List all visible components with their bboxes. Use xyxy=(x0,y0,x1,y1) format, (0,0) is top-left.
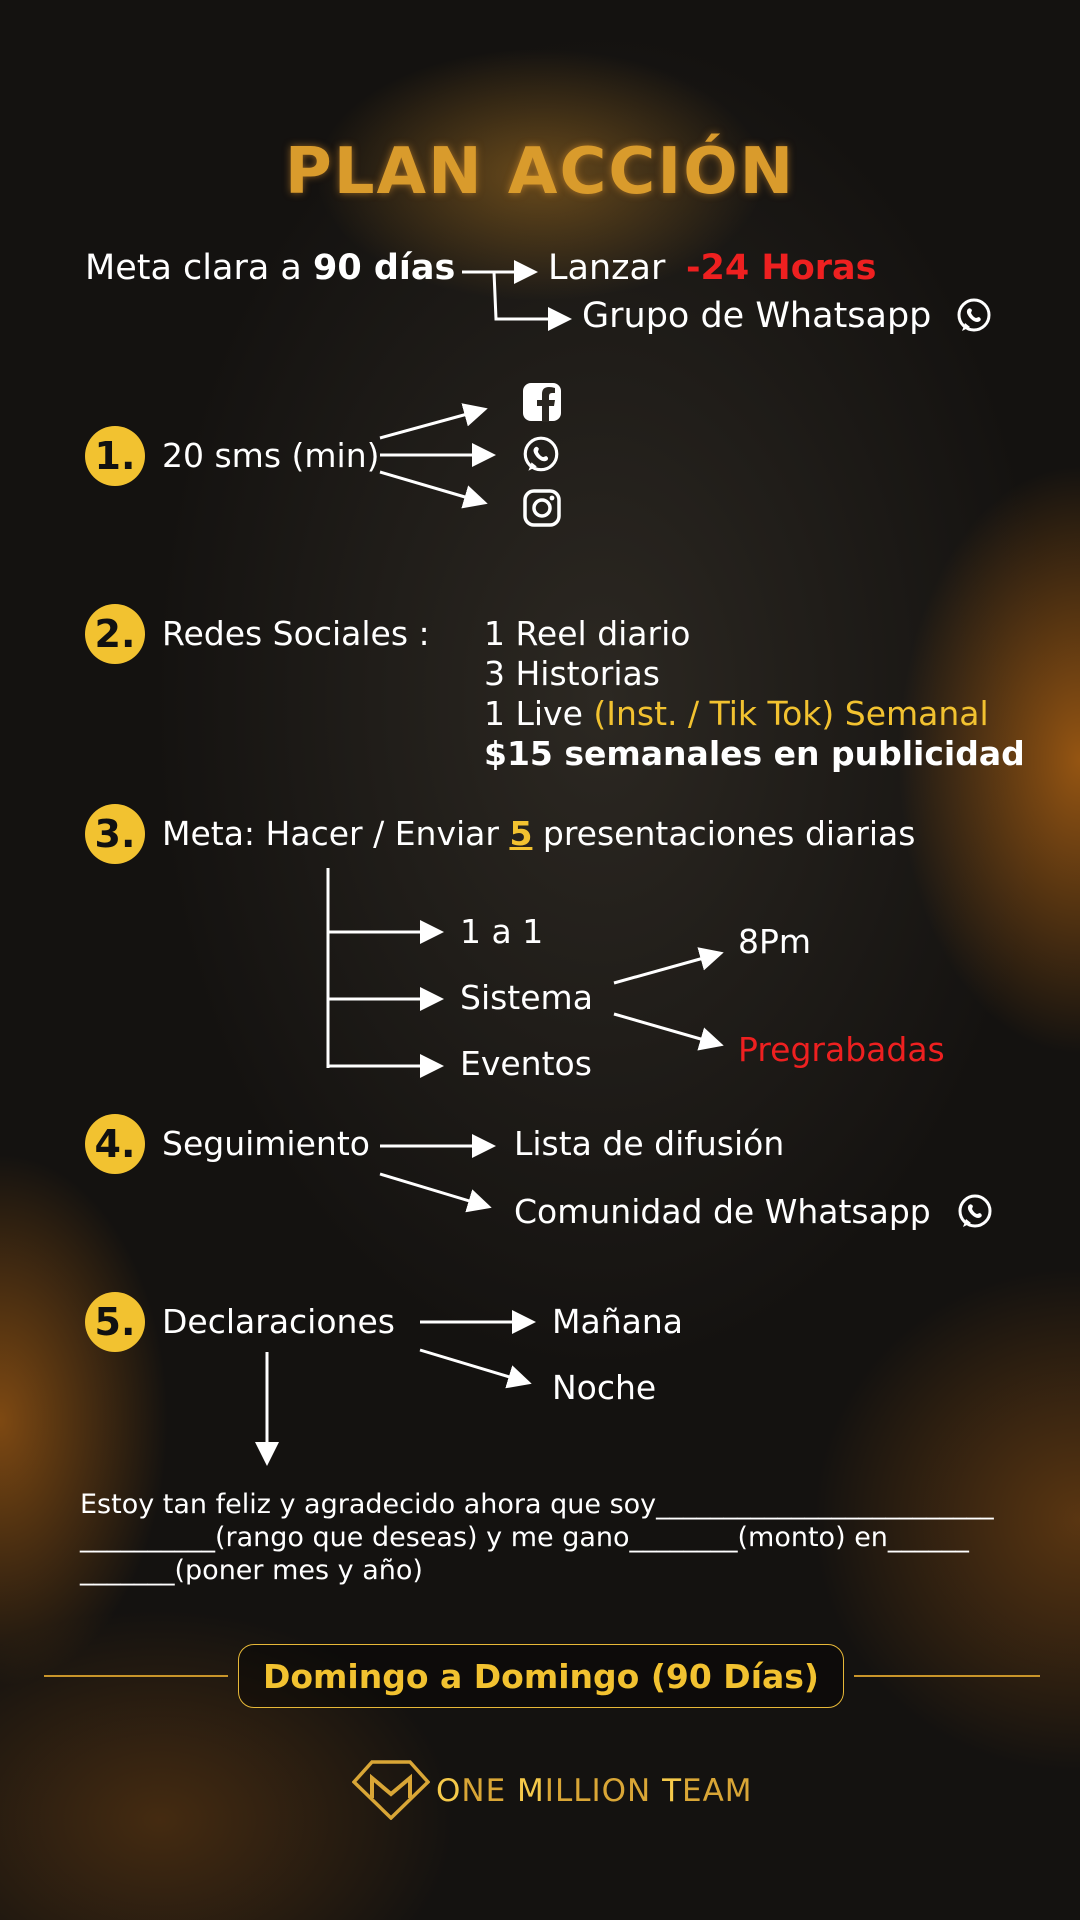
goal-highlight: 90 días xyxy=(312,248,456,288)
step-4-label: Seguimiento xyxy=(162,1124,370,1163)
step-3-label-a: Meta: Hacer / Enviar xyxy=(162,814,510,853)
brand-eam: EAM xyxy=(682,1773,753,1809)
branch-1a1: 1 a 1 xyxy=(460,912,544,951)
brand-t: T xyxy=(662,1773,683,1809)
divider-right xyxy=(854,1675,1040,1677)
whatsapp-icon xyxy=(955,1192,995,1232)
instagram-icon xyxy=(522,488,562,528)
step-5-label: Declaraciones xyxy=(162,1302,395,1341)
branch-eventos: Eventos xyxy=(460,1044,592,1083)
step-3-number: 5 xyxy=(509,814,533,853)
step-2-badge: 2. xyxy=(85,604,145,664)
declaration-line: __________(rango que deseas) y me gano________(monto) en______ xyxy=(80,1522,969,1553)
declaration-line: Estoy tan feliz y agradecido ahora que soy_________________________ xyxy=(80,1489,994,1520)
brand-illion: ILLION xyxy=(544,1773,663,1809)
step-2-live xyxy=(484,694,989,734)
step-3-label xyxy=(162,814,915,854)
step-2-ads: $15 semanales en publicidad xyxy=(484,734,1025,773)
step-2-label: Redes Sociales : xyxy=(162,614,430,653)
step-4-badge: 4. xyxy=(85,1114,145,1174)
brand-logo-icon xyxy=(352,1760,430,1820)
live-prefix: 1 Live xyxy=(484,694,583,733)
page-title: PLAN ACCIÓN xyxy=(284,135,796,209)
goal-prefix: Meta clara a xyxy=(85,248,313,288)
launch-label: Lanzar xyxy=(548,248,666,288)
branch-lista: Lista de difusión xyxy=(514,1124,785,1163)
declaration-line: _______(poner mes y año) xyxy=(80,1555,423,1586)
brand-m: M xyxy=(517,1773,545,1809)
branch-pregrabadas: Pregrabadas xyxy=(738,1030,945,1069)
branch-comunidad: Comunidad de Whatsapp xyxy=(514,1192,931,1231)
whatsapp-icon xyxy=(520,434,562,476)
step-1-label: 20 sms (min) xyxy=(162,436,380,475)
footer-pill: Domingo a Domingo (90 Días) xyxy=(238,1644,844,1708)
step-2-item: 3 Historias xyxy=(484,654,660,693)
brand-o: O xyxy=(436,1773,462,1809)
divider-left xyxy=(44,1675,228,1677)
step-2-item: 1 Reel diario xyxy=(484,614,691,653)
brand-ne: NE xyxy=(461,1773,518,1809)
branch-manana: Mañana xyxy=(552,1302,683,1341)
facebook-icon xyxy=(522,382,562,422)
step-3-badge: 3. xyxy=(85,804,145,864)
step-3-label-b: presentaciones diarias xyxy=(532,814,916,853)
step-1-badge: 1. xyxy=(85,426,145,486)
step-5-badge: 5. xyxy=(85,1292,145,1352)
goal-branch-group: Grupo de Whatsapp xyxy=(582,296,932,336)
live-suffix: (Inst. / Tik Tok) Semanal xyxy=(593,694,989,733)
brand-name xyxy=(436,1773,753,1809)
launch-time: -24 Horas xyxy=(686,248,877,288)
branch-sistema: Sistema xyxy=(460,978,593,1017)
branch-noche: Noche xyxy=(552,1368,657,1407)
branch-8pm: 8Pm xyxy=(738,922,812,961)
